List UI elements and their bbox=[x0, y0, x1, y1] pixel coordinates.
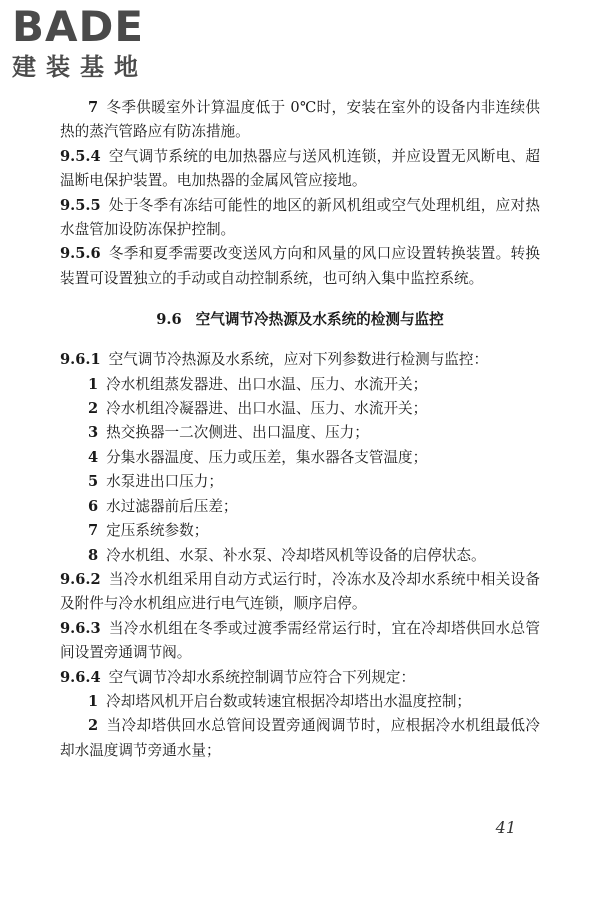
item-text: 冷水机组蒸发器进、出口水温、压力、水流开关； bbox=[106, 375, 428, 393]
item-text: 水泵进出口压力； bbox=[106, 473, 223, 491]
clause-number: 9.5.6 bbox=[60, 245, 101, 263]
item-text: 定压系统参数； bbox=[106, 522, 209, 540]
item-number: 1 bbox=[88, 692, 99, 710]
item-number: 4 bbox=[88, 448, 99, 466]
logo-brand: BADE bbox=[12, 2, 145, 51]
section-number: 9.6 bbox=[156, 311, 182, 329]
item-text: 分集水器温度、压力或压差，集水器各支管温度； bbox=[106, 448, 428, 466]
section-title: 空气调节冷热源及水系统的检测与监控 bbox=[195, 311, 444, 329]
clause-text: 空气调节冷却水系统控制调节应符合下列规定： bbox=[108, 668, 416, 686]
clause-number: 9.5.4 bbox=[60, 147, 101, 165]
clause bbox=[60, 242, 540, 291]
clause-text: 当冷水机组采用自动方式运行时，冷冻水及冷却水系统中相关设备及附件与冷水机组应进行电气连锁，顺序启停。 bbox=[60, 570, 540, 613]
logo-subtitle: 建装基地 bbox=[12, 53, 148, 81]
list-item bbox=[60, 421, 540, 445]
list-item bbox=[60, 397, 540, 421]
item-number: 8 bbox=[88, 546, 99, 564]
clause-text: 冬季和夏季需要改变送风方向和风量的风口应设置转换装置。转换装置可设置独立的手动或自动控制系统，也可纳入集中监控系统。 bbox=[60, 245, 540, 287]
clause-number: 9.6.1 bbox=[60, 351, 101, 369]
item-number: 1 bbox=[88, 375, 99, 393]
list-item bbox=[60, 470, 540, 494]
item-number: 7 bbox=[88, 522, 99, 540]
item-text: 当冷却塔供回水总管间设置旁通阀调节时，应根据冷水机组最低冷却水温度调节旁通水量； bbox=[60, 717, 540, 759]
clause-text: 空气调节冷热源及水系统，应对下列参数进行检测与监控： bbox=[108, 351, 489, 369]
clause bbox=[60, 145, 540, 194]
clause-text: 处于冬季有冻结可能性的地区的新风机组或空气处理机组，应对热水盘管加设防冻保护控制。 bbox=[60, 196, 540, 239]
item-text: 冷却塔风机开启台数或转速宜根据冷却塔出水温度控制； bbox=[106, 692, 472, 710]
item-number: 3 bbox=[88, 424, 99, 442]
item-text: 水过滤器前后压差； bbox=[106, 497, 238, 515]
list-item bbox=[60, 519, 540, 543]
list-item bbox=[60, 495, 540, 519]
item-number: 6 bbox=[88, 497, 99, 515]
item-text: 冷水机组、水泵、补水泵、冷却塔风机等设备的启停状态。 bbox=[106, 546, 486, 564]
clause-number: 9.6.4 bbox=[60, 668, 101, 686]
page-number: 41 bbox=[495, 818, 516, 837]
clause-number: 9.6.2 bbox=[60, 570, 101, 588]
list-item bbox=[60, 690, 540, 714]
list-item bbox=[60, 446, 540, 470]
item-text: 热交换器一二次侧进、出口温度、压力； bbox=[106, 424, 369, 442]
clause bbox=[60, 666, 540, 690]
clause bbox=[60, 194, 540, 243]
list-item bbox=[60, 544, 540, 568]
clause bbox=[60, 568, 540, 617]
logo bbox=[12, 4, 202, 88]
list-item bbox=[60, 373, 540, 397]
item-number: 2 bbox=[88, 717, 99, 735]
item-number: 5 bbox=[88, 473, 99, 491]
clause-text: 当冷水机组在冬季或过渡季需经常运行时，宜在冷却塔供回水总管间设置旁通调节阀。 bbox=[60, 619, 540, 662]
page-content bbox=[60, 96, 540, 763]
section-heading bbox=[60, 309, 540, 331]
clause bbox=[60, 348, 540, 372]
item-number: 7 bbox=[88, 99, 99, 116]
clause-number: 9.6.3 bbox=[60, 619, 101, 637]
item-number: 2 bbox=[88, 400, 99, 418]
list-item bbox=[60, 96, 540, 145]
item-text: 冷水机组冷凝器进、出口水温、压力、水流开关； bbox=[106, 400, 428, 418]
clause-number: 9.5.5 bbox=[60, 196, 101, 214]
clause bbox=[60, 617, 540, 666]
item-text: 冬季供暖室外计算温度低于 0℃时，安装在室外的设备内非连续供热的蒸汽管路应有防冻措施。 bbox=[60, 99, 540, 141]
clause-text: 空气调节系统的电加热器应与送风机连锁，并应设置无风断电、超温断电保护装置。电加热器的金属风管应接地。 bbox=[60, 147, 540, 190]
list-item bbox=[60, 714, 540, 763]
